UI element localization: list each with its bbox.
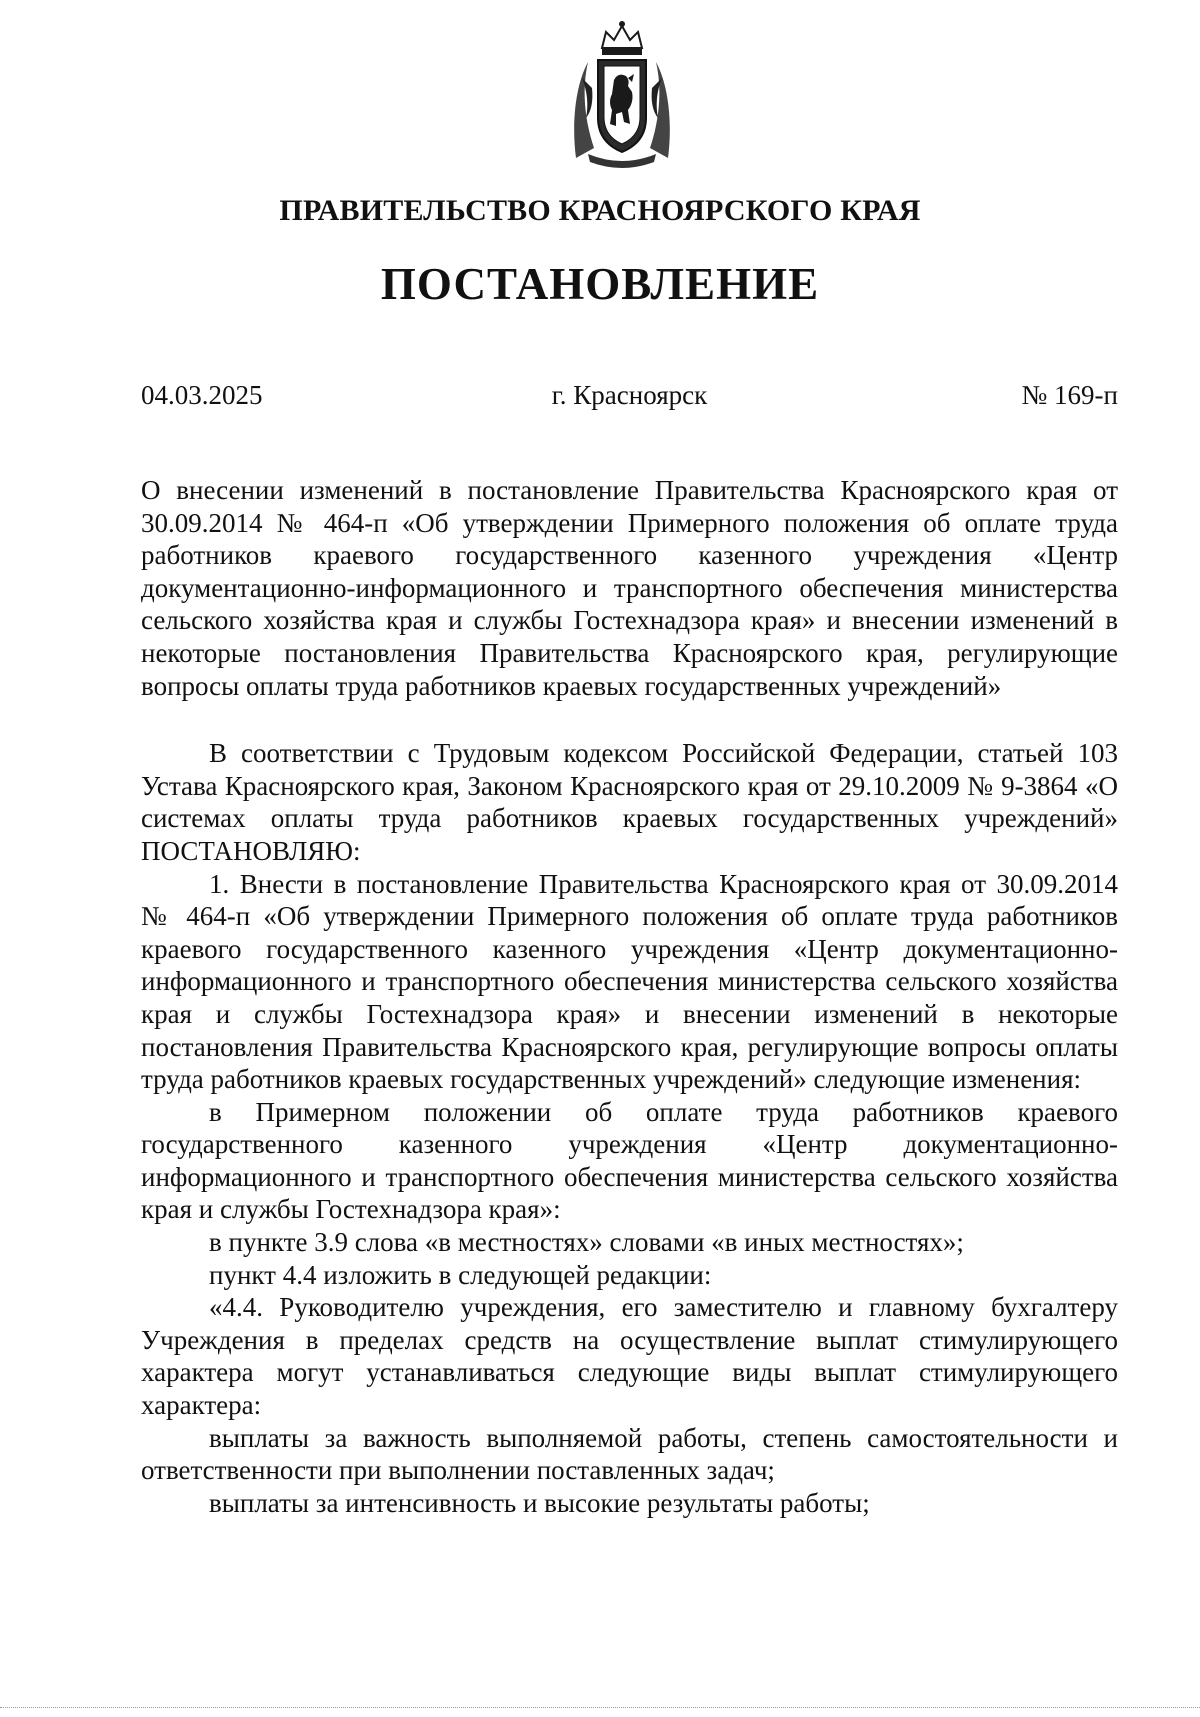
document-body: [141, 474, 1118, 1519]
paragraph-amendment-intro: в Примерном положении об оплате труда работников краевого государственного казенного учреждения «Центр документационно-информационного и транспортного обеспечения министерства сельского хозяйства края и службы Гостехнадзора края»:: [141, 1096, 1118, 1225]
paragraph-point-3-9: в пункте 3.9 слова «в местностях» словами «в иных местностях»;: [209, 1227, 964, 1258]
paragraph-point-4-4-intro: пункт 4.4 изложить в следующей редакции:: [209, 1259, 712, 1290]
organization-name: ПРАВИТЕЛЬСТВО КРАСНОЯРСКОГО КРАЯ: [279, 194, 921, 227]
paragraph-bonus-importance: выплаты за важность выполняемой работы, степень самостоятельности и ответственности при выполнении поставленных задач;: [141, 1422, 1118, 1486]
scan-edge-line: [0, 1707, 1200, 1710]
document-date: 04.03.2025: [141, 380, 263, 410]
document-city: г. Красноярск: [551, 380, 708, 410]
paragraph-preamble: В соответствии с Трудовым кодексом Российской Федерации, статьей 103 Устава Красноярского края, Законом Красноярского края от 29.10.2009 № 9-3864 «О системах оплаты труда работников краевых государственных учреждений» ПОСТАНОВЛЯЮ:: [141, 738, 1118, 866]
paragraph-item-1: 1. Внести в постановление Правительства Красноярского края от 30.09.2014 № 464-п «Об утверждении Примерного положения об оплате труда работников краевого государственного казенного учреждения «Центр документационно-информационного и транспортного обеспечения министерства сельского хозяйства края и службы Гостехнадзора края» и внесении изменений в некоторые постановления Правительства Красноярского края, регулирующие вопросы оплаты труда работников краевых государственных учреждений» следующие изменения:: [141, 868, 1118, 1095]
document-number: № 169-п: [1021, 380, 1118, 410]
paragraph-bonus-intensity: выплаты за интенсивность и высокие результаты работы;: [209, 1487, 870, 1518]
coat-of-arms-icon: [568, 18, 676, 168]
paragraph-point-4-4-text: «4.4. Руководителю учреждения, его заместителю и главному бухгалтеру Учреждения в пределах средств на осуществление выплат стимулирующего характера могут устанавливаться следующие виды выплат стимулирующего характера:: [141, 1292, 1118, 1421]
document-title: О внесении изменений в постановление Правительства Красноярского края от 30.09.2014 № 464-п «Об утверждении Примерного положения об оплате труда работников краевого государственного казенного учреждения «Центр документационно-информационного и транспортного обеспечения министерства сельского хозяйства края и службы Гостехнадзора края» и внесении изменений в некоторые постановления Правительства Красноярского края, регулирующие вопросы оплаты труда работников краевых государственных учреждений»: [141, 475, 1118, 701]
document-type: ПОСТАНОВЛЕНИЕ: [380, 259, 820, 309]
